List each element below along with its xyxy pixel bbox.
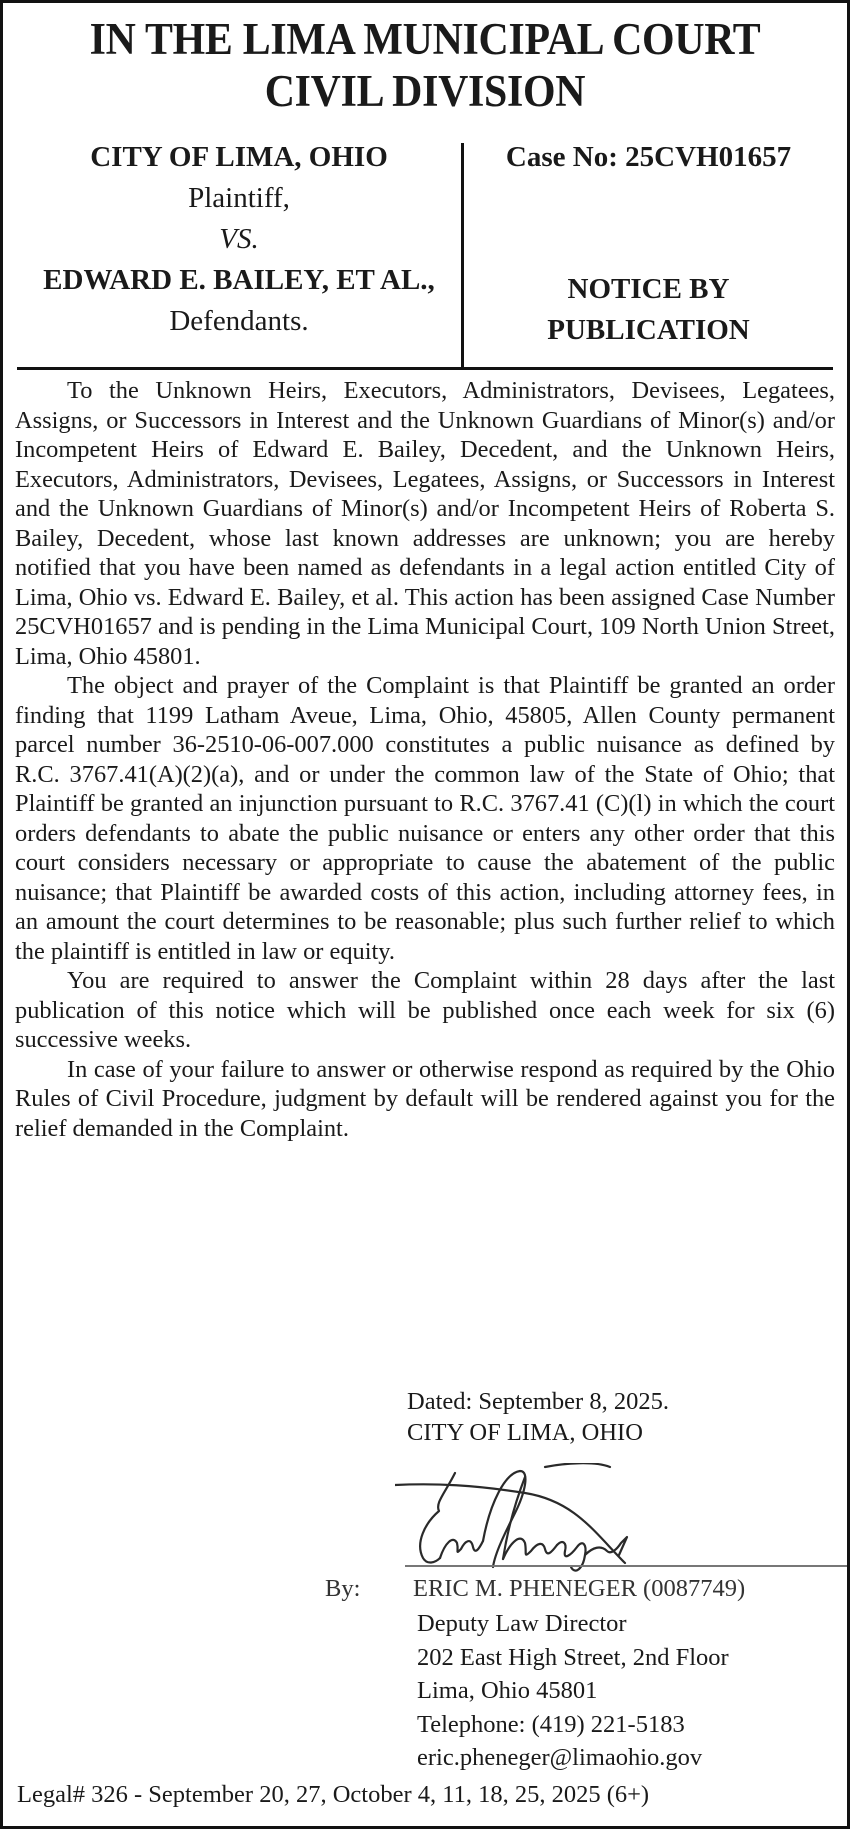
address-line2: Lima, Ohio 45801 [417,1677,598,1704]
signature-line [405,1565,847,1567]
court-title [33,13,818,117]
notice-heading-line1: NOTICE BY [567,273,730,305]
legal-publication-dates: Legal# 326 - September 20, 27, October 4, 11, 18, 25, 2025 (6+) [17,1781,650,1808]
notice-heading-line2: PUBLICATION [547,314,750,346]
body-paragraph-answer-deadline: You are required to answer the Complaint within 28 days after the last publication of this notice which will be published once each week for six (6) successive weeks. [15,967,835,1053]
signing-entity: CITY OF LIMA, OHIO [407,1419,643,1446]
plaintiff-role: Plaintiff, [188,182,290,214]
attorney-contact [417,1607,729,1775]
telephone: Telephone: (419) 221-5183 [417,1710,685,1738]
defendant-role: Defendants. [169,305,309,337]
body-paragraph-default-warning: In case of your failure to answer or otherwise respond as required by the Ohio Rules of Civil Procedure, judgment by default will be rendered against you for the relief demanded in the Complaint. [15,1055,835,1142]
notice-heading [464,269,833,351]
court-title-line2: CIVIL DIVISION [264,66,586,116]
dated-block [407,1386,669,1448]
email-address: eric.pheneger@limaohio.gov [417,1744,703,1771]
court-title-line1: IN THE LIMA MUNICIPAL COURT [89,14,761,64]
defendant-name: EDWARD E. BAILEY, ET AL., [43,264,435,296]
by-row [325,1574,745,1604]
notice-body [15,376,835,1143]
attorney-title: Deputy Law Director [417,1610,627,1637]
parties-column [17,137,461,342]
plaintiff-name: CITY OF LIMA, OHIO [90,141,388,173]
attorney-name: ERIC M. PHENEGER (0087749) [413,1575,746,1602]
case-number: Case No: 25CVH01657 [505,141,792,173]
dated-line: Dated: September 8, 2025. [407,1388,669,1415]
body-paragraph-complaint: The object and prayer of the Complaint is that Plaintiff be granted an order finding that 1199 Latham Aveue, Lima, Ohio, 45805, Allen County permanent parcel number 36-2510-06-007.000 constitutes a public nuisance as defined by R.C. 3767.41(A)(2)(a), and or under the common law of the State of Ohio; that Plaintiff be granted an injunction pursuant to R.C. 3767.41 (C)(l) in which the court orders defendants to abate the public nuisance or enters any other order that this court considers necessary or appropriate to cause the abatement of the public nuisance; that Plaintiff be awarded costs of this action, including attorney fees, in an amount the court determines to be reasonable; plus such further relief to which the plaintiff is entitled in law or equity. [15,672,835,965]
body-paragraph-notification: To the Unknown Heirs, Executors, Administrators, Devisees, Legatees, Assigns, or Successors in Interest and the Unknown Guardians of Minor(s) and/or Incompetent Heirs of Edward E. Bailey, Decedent, and the Unknown Heirs, Executors, Administrators, Devisees, Legatees, Assigns, or Successors in Interest and the Unknown Guardians of Minor(s) and/or Incompetent Heirs of Roberta S. Bailey, Decedent, whose last known addresses are unknown; you are hereby notified that you have been named as defendants in a legal action entitled City of Lima, Ohio vs. Edward E. Bailey, et al. This action has been assigned Case Number 25CVH01657 and is pending in the Lima Municipal Court, 109 North Union Street, Lima, Ohio 45801. [15,377,835,670]
address-line1: 202 East High Street, 2nd Floor [417,1643,729,1671]
case-caption [17,137,833,370]
versus-label: VS. [219,223,259,255]
case-info-column [464,137,833,346]
by-label: By: [325,1575,361,1602]
